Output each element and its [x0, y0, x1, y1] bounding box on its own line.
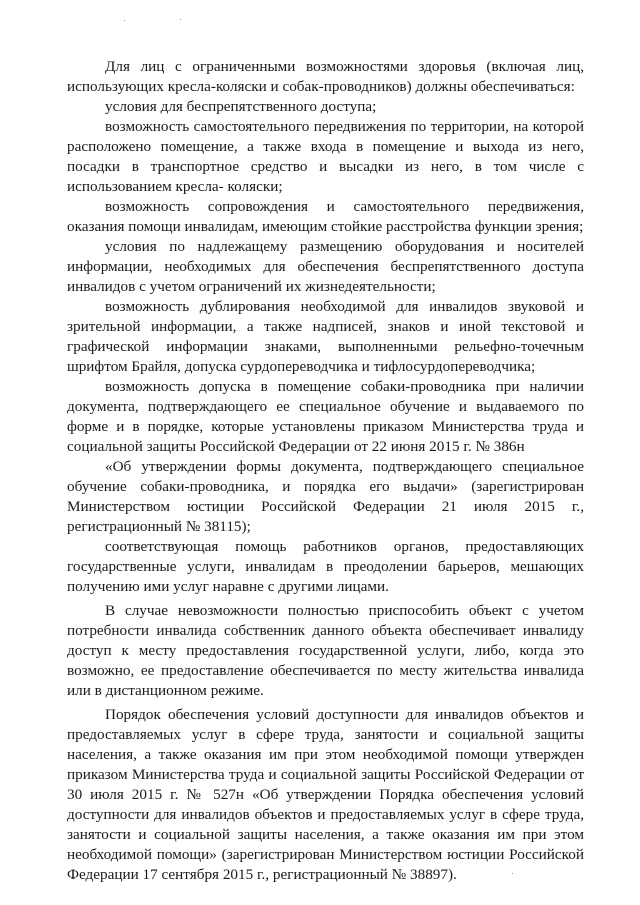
paragraph-access-conditions: условия для беспрепятственного доступа; [105, 98, 377, 115]
paragraph-intro: Для лиц с ограниченными возможностями здоровья (включая лиц, использующих кресла-коляски и собак-проводников) должны обеспечиваться: [67, 58, 584, 95]
paragraph-staff-assistance: соответствующая помощь работников органов, предоставляющих государственные услуги, инвалидам в преодолении барьеров, мешающих получению ими услуг наравне с другими лицами. [67, 538, 584, 595]
paragraph-impossibility-case: В случае невозможности полностью приспособить объект с учетом потребности инвалида собственник данного объекта обеспечивает инвалиду доступ к месту предоставления государственной услуги, либо, когда это возможно, ее предоставление обеспечивается по месту жительства инвалида или в дистанционном режиме. [67, 602, 584, 699]
paragraph-guide-dog-admission: возможность допуска в помещение собаки-проводника при наличии документа, подтверждающего ее специальное обучение и выдаваемого по форме и в порядке, которые установлены приказом Министерства труда и социальной защиты Российской Федерации от 22 июня 2015 г. № 386н [67, 378, 584, 455]
scan-speck [124, 20, 125, 21]
paragraph-guide-dog-order-title: «Об утверждении формы документа, подтверждающего специальное обучение собаки-проводника, и порядка его выдачи» (зарегистрирован Министерством юстиции Российской Федерации 21 июля 2015 г., регистрационный № 38115); [67, 458, 584, 535]
paragraph-equipment-placement: условия по надлежащему размещению оборудования и носителей информации, необходимых для обеспечения беспрепятственного доступа инвалидов с учетом ограничений их жизнедеятельности; [67, 238, 584, 295]
paragraph-vision-assistance: возможность сопровождения и самостоятельного передвижения, оказания помощи инвалидам, имеющим стойкие расстройства функции зрения; [67, 198, 584, 235]
paragraph-independent-movement: возможность самостоятельного передвижения по территории, на которой расположено помещение, а также входа в помещение и выхода из него, посадки в транспортное средство и высадки из него, в том числе с использованием кресла- коляски; [67, 118, 584, 195]
scan-speck [180, 19, 181, 20]
paragraph-accessibility-procedure: Порядок обеспечения условий доступности для инвалидов объектов и предоставляемых услуг в сфере труда, занятости и социальной защиты населения, а также оказания им при этом необходимой помощи утвержден приказом Министерства труда и социальной защиты Российской Федерации от 30 июля 2015 г. № 527н «Об утверждении Порядка обеспечения условий доступности для инвалидов объектов и предоставляемых услуг в сфере труда, занятости и социальной защиты населения, а также оказания им при этом необходимой помощи» (зарегистрирован Министерством юстиции Российской Федерации 17 сентября 2015 г., регистрационный № 38897). [67, 706, 584, 883]
document-body [67, 57, 584, 885]
paragraph-information-duplication: возможность дублирования необходимой для инвалидов звуковой и зрительной информации, а также надписей, знаков и иной текстовой и графической информации знаками, выполненными рельефно-точечным шрифтом Брайля, допуска сурдопереводчика и тифлосурдопереводчика; [67, 298, 584, 375]
